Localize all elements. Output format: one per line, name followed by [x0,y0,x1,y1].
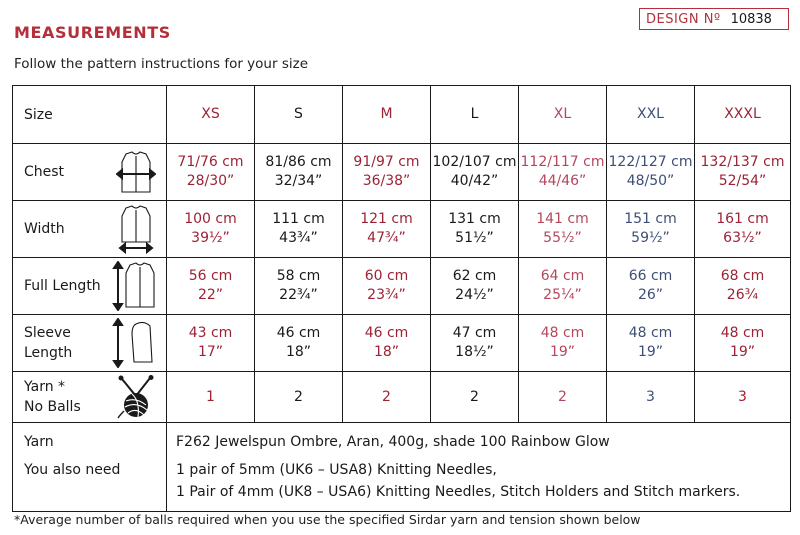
measurement-cell [167,258,255,315]
measurement-row [13,315,791,372]
yarn-balls-cell: 2 [431,372,519,423]
row-label-text [24,377,81,417]
row-label-cell [13,258,167,315]
measurement-inches: 44/46” [538,173,587,189]
measurements-table [12,85,791,512]
yarn-info-values [167,423,791,512]
page-title: MEASUREMENTS [14,23,171,42]
measurement-inches: 22” [197,287,224,303]
row-label [13,144,166,200]
size-header-xxl: XXL [607,86,695,144]
size-header-xs: XS [167,86,255,144]
measurement-cell [167,315,255,372]
measurement-cm: 68 cm [720,268,765,284]
measurement-cm: 100 cm [184,211,237,227]
measurement-cm: 47 cm [452,325,497,341]
yarn-balls-cell: 2 [343,372,431,423]
yarn-balls-cell: 3 [607,372,695,423]
size-label-text: Size [24,106,53,123]
measurement-row [13,258,791,315]
measurement-inches: 40/42” [450,173,499,189]
measurement-cell [255,201,343,258]
yarn-label: Yarn [24,434,54,450]
row-label-line: Sleeve [24,325,71,341]
measurement-inches: 55½” [543,230,582,246]
measurement-cm: 66 cm [628,268,673,284]
measurement-cm: 46 cm [276,325,321,341]
width-measure-icon [116,204,156,254]
measurement-cell [431,201,519,258]
measurement-inches: 22¾” [279,287,318,303]
full-length-measure-icon [112,261,156,311]
row-label-text [24,219,65,239]
row-label-text [24,276,101,296]
size-header-s: S [255,86,343,144]
measurement-cm: 132/137 cm [700,154,785,170]
measurement-cm: 48 cm [720,325,765,341]
measurement-inches: 47¾” [367,230,406,246]
size-header-xl: XL [519,86,607,144]
row-label-cell [13,315,167,372]
measurement-cell [167,201,255,258]
row-label-line: No Balls [24,399,81,415]
yarn-balls-cell: 1 [167,372,255,423]
yarn-balls-cell: 2 [255,372,343,423]
footnote: *Average number of balls required when you use the specified Sirdar yarn and tension shown below [14,512,641,527]
measurement-inches: 19” [729,344,756,360]
measurement-inches: 18” [373,344,400,360]
measurement-cell [519,258,607,315]
measurement-cell [695,258,791,315]
measurement-cm: 122/127 cm [608,154,693,170]
measurement-cell [343,315,431,372]
measurement-cell [519,315,607,372]
row-label-text [24,162,64,182]
measurement-cell [607,315,695,372]
measurement-cell [343,201,431,258]
measurements-table-body [13,86,791,512]
measurement-inches: 63½” [723,230,762,246]
measurement-inches: 32/34” [274,173,323,189]
row-label-cell [13,201,167,258]
row-label [13,315,166,371]
measurement-cell [695,201,791,258]
measurement-cm: 91/97 cm [353,154,420,170]
measurement-cell [695,144,791,201]
measurement-inches: 39½” [191,230,230,246]
measurement-cell [431,315,519,372]
measurement-cm: 121 cm [360,211,413,227]
measurement-cm: 48 cm [628,325,673,341]
measurement-inches: 18” [285,344,312,360]
measurement-cell [607,258,695,315]
measurement-row [13,201,791,258]
measurement-inches: 19” [637,344,664,360]
measurement-cell [519,144,607,201]
yarn-value: F262 Jewelspun Ombre, Aran, 400g, shade 100 Rainbow Glow [176,434,610,450]
design-number-box [639,8,789,30]
measurement-cell [255,315,343,372]
row-label-cell [13,144,167,201]
measurement-cell [431,258,519,315]
row-label [13,258,166,314]
design-number-value: 10838 [730,11,772,27]
measurement-cm: 141 cm [536,211,589,227]
measurement-inches: 43¾” [279,230,318,246]
row-label-line: Yarn * [24,379,66,395]
measurement-inches: 26¾ [726,287,759,303]
measurement-cell [607,144,695,201]
measurement-inches: 51½” [455,230,494,246]
measurement-cm: 48 cm [540,325,585,341]
row-label-line: Full Length [24,278,101,294]
sleeve-length-measure-icon [112,318,156,368]
row-label [13,372,166,422]
measurement-inches: 23¾” [367,287,406,303]
also-need-line-2: 1 Pair of 4mm (UK8 – USA6) Knitting Needles, Stitch Holders and Stitch markers. [176,484,741,500]
measurement-cell [607,201,695,258]
measurement-cm: 58 cm [276,268,321,284]
measurement-cell [255,258,343,315]
page-subtitle: Follow the pattern instructions for your size [14,56,309,72]
row-label-line: Chest [24,164,65,180]
measurement-inches: 28/30” [186,173,235,189]
measurement-cm: 161 cm [716,211,769,227]
size-header-l: L [431,86,519,144]
measurement-inches: 48/50” [626,173,675,189]
measurement-cell [343,258,431,315]
chest-measure-icon [116,150,156,194]
measurement-inches: 52/54” [718,173,767,189]
size-header-row [13,86,791,144]
yarn-ball-icon [116,375,156,419]
measurement-cm: 111 cm [272,211,325,227]
measurement-inches: 17” [197,344,224,360]
row-label-text [24,323,72,363]
measurement-cell [431,144,519,201]
measurement-cm: 112/117 cm [520,154,605,170]
measurement-cm: 46 cm [364,325,409,341]
row-label [13,201,166,257]
size-label-cell [13,86,167,144]
yarn-balls-cell: 2 [519,372,607,423]
measurement-cm: 64 cm [540,268,585,284]
measurement-inches: 24½” [455,287,494,303]
yarn-balls-cell: 3 [695,372,791,423]
measurement-cm: 56 cm [188,268,233,284]
also-need-line-1: 1 pair of 5mm (UK6 – USA8) Knitting Needles, [176,462,497,478]
measurement-cm: 62 cm [452,268,497,284]
also-need-label: You also need [24,462,121,478]
measurement-inches: 18½” [455,344,494,360]
yarn-info-row [13,423,791,512]
measurement-cm: 151 cm [624,211,677,227]
measurement-cm: 102/107 cm [432,154,517,170]
measurement-cell [343,144,431,201]
measurement-inches: 59½” [631,230,670,246]
measurement-cell [519,201,607,258]
size-header-m: M [343,86,431,144]
design-number-label: DESIGN Nº [646,11,721,27]
measurement-cm: 71/76 cm [177,154,244,170]
measurement-cell [167,144,255,201]
measurement-inches: 19” [549,344,576,360]
measurement-row [13,144,791,201]
size-label [13,86,166,143]
measurement-inches: 36/38” [362,173,411,189]
measurement-cm: 131 cm [448,211,501,227]
size-header-xxxl: XXXL [695,86,791,144]
row-label-line: Width [24,221,65,237]
measurement-cell [255,144,343,201]
row-label-cell [13,372,167,423]
measurement-cm: 60 cm [364,268,409,284]
measurement-cell [695,315,791,372]
measurement-cm: 43 cm [188,325,233,341]
yarn-balls-row [13,372,791,423]
measurement-cm: 81/86 cm [265,154,332,170]
row-label-line: Length [24,345,73,361]
measurement-inches: 26” [637,287,664,303]
measurement-inches: 25¼” [543,287,582,303]
yarn-info-labels [13,423,167,512]
